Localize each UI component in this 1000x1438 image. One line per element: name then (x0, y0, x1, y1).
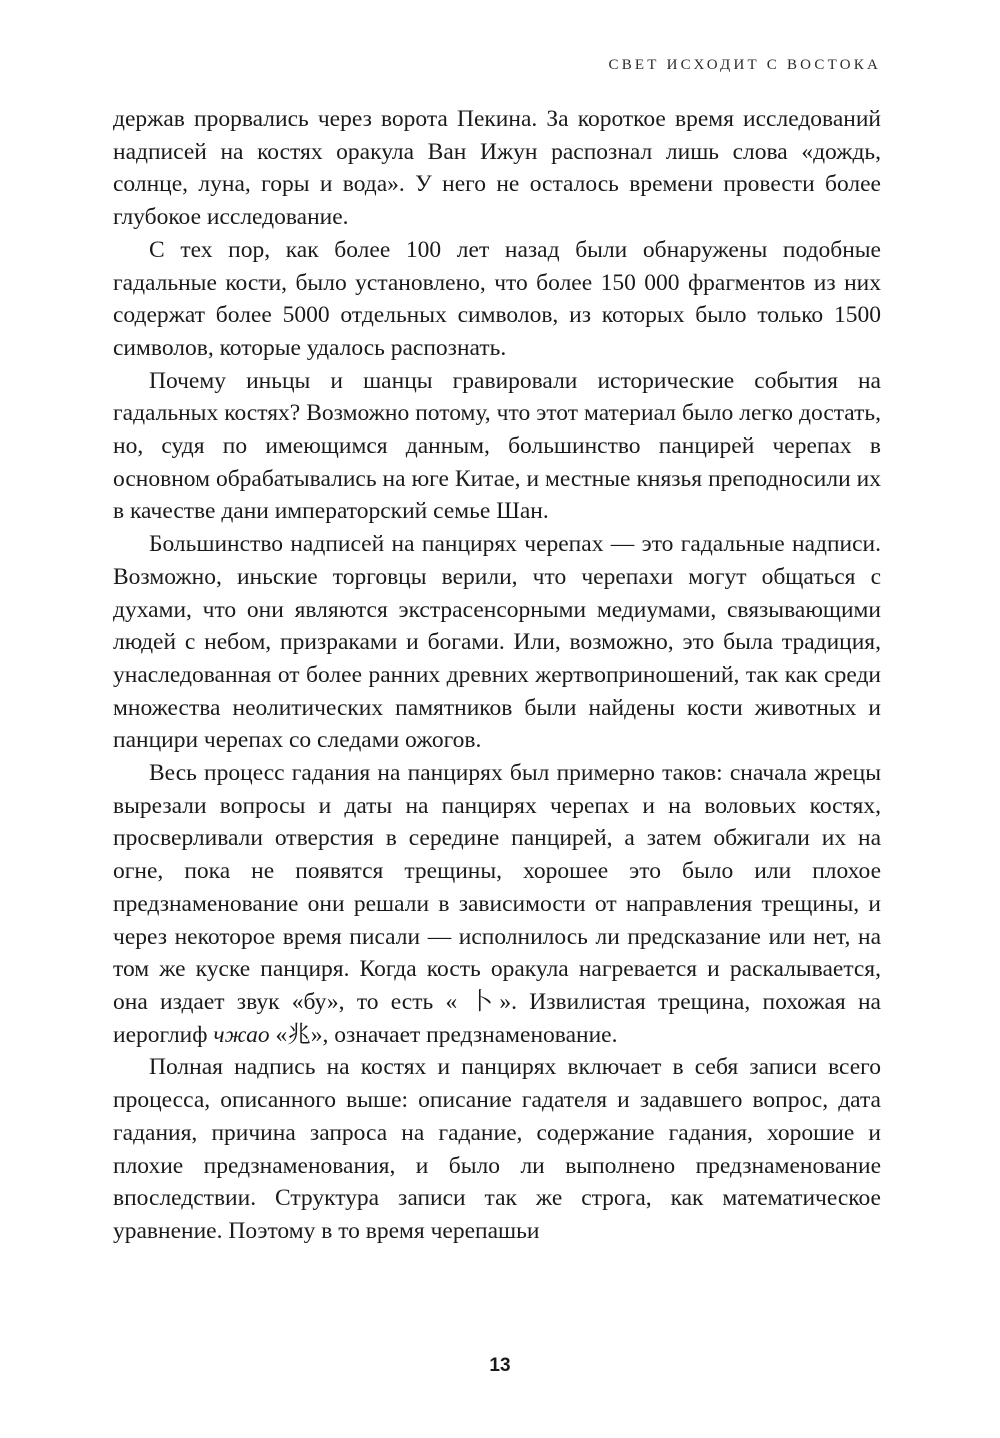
paragraph-3: Почему иньцы и шанцы гравировали исторические события на гадальных костях? Возможно потому, что этот материал было легко достать, но, судя по имеющимся данным, большинство панцирей черепах в основном обрабатывались на юге Китае, и местные князья преподносили их в качестве дани императорский семье Шан. (113, 367, 881, 525)
paragraph-2: С тех пор, как более 100 лет назад были обнаружены подобные гадальные кости, было установлено, что более 150 000 фрагментов из них содержат более 5000 отдельных символов, из которых было только 1500 символов, которые удалось распознать. (113, 236, 881, 361)
paragraph-5-text-end: «兆», означает предзнаменование. (269, 1021, 618, 1048)
paragraph-5-text: Весь процесс гадания на панцирях был примерно таков: сначала жрецы вырезали вопросы и даты на панцирях черепах и на воловьих костях, просверливали отверстия в середине панцирей, а затем обжигали их на огне, пока не появятся трещины, хорошее это было или плохое предзнаменование они решали в зависимости от направления трещины, и через некоторое время писали — исполнилось ли предсказание или нет, на том же куске панциря. Когда кость оракула нагревается и раскалывается, она издает звук «бу», то есть « 卜». Извилистая трещина, похожая на иероглиф (113, 760, 881, 1048)
page-number: 13 (489, 1355, 511, 1376)
page-body (113, 103, 881, 1248)
paragraph-6: Полная надпись на костях и панцирях включает в себя записи всего процесса, описанного выше: описание гадателя и задавшего вопрос, дата гадания, причина запроса на гадание, содержание гадания, хорошие и плохие предзнаменования, и было ли выполнено предзнаменование впоследствии. Структура записи так же строга, как математическое уравнение. Поэтому в то время черепашьи (113, 1054, 881, 1244)
paragraph-5 (113, 757, 881, 1051)
paragraph-1: держав прорвались через ворота Пекина. За короткое время исследований надписей на костях оракула Ван Ижун распознал лишь слова «дождь, солнце, луна, горы и вода». У него не осталось времени провести более глубокое исследование. (113, 106, 881, 231)
italic-term-zhao: чжао (213, 1021, 270, 1048)
paragraph-4: Большинство надписей на панцирях черепах — это гадальные надписи. Возможно, иньские торговцы верили, что черепахи могут общаться с духами, что они являются экстрасенсорными медиумами, связывающими людей с небом, призраками и богами. Или, возможно, это была традиция, унаследованная от более ранних древних жертвоприношений, так как среди множества неолитических памятников были найдены кости животных и панцири черепах со следами ожогов. (113, 531, 881, 754)
running-header: СВЕТ ИСХОДИТ С ВОСТОКА (608, 57, 881, 73)
